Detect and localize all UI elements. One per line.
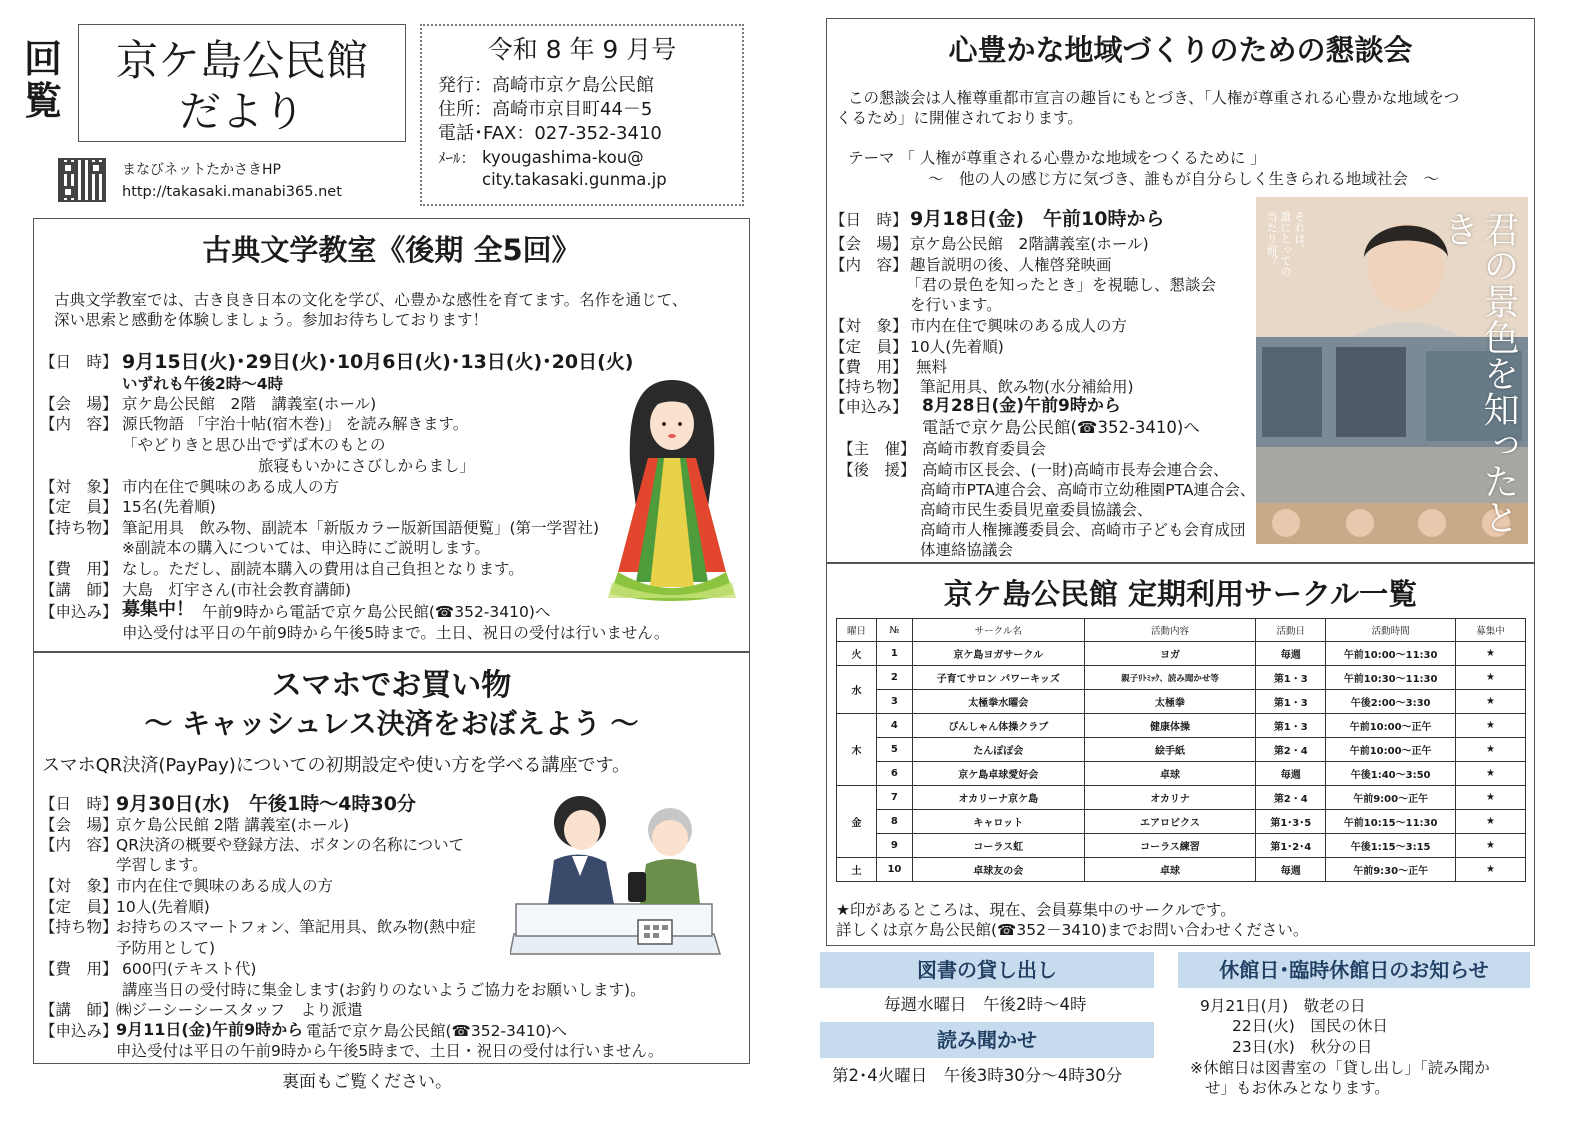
read-aloud-header: 読み聞かせ: [820, 1022, 1154, 1058]
cell-recruiting: ★: [1456, 762, 1526, 786]
cell-when: 第2・4: [1256, 786, 1326, 810]
koten-content-value: 源氏物語 「宇治十帖(宿木巻)」 を読み解きます。: [122, 415, 469, 433]
hp-url[interactable]: http://takasaki.manabi365.net: [122, 184, 342, 200]
library-lend-header: 図書の貸し出し: [820, 952, 1154, 988]
cell-content: 健康体操: [1084, 714, 1256, 738]
cell-recruiting: ★: [1456, 714, 1526, 738]
koten-intro1: 古典文学教室では、古き良き日本の文化を学び、心豊かな感性を育てます。名作を通じて、: [54, 291, 688, 309]
koten-content-key: 【内 容】: [40, 415, 118, 433]
table-row: [837, 762, 1526, 786]
hp-label: まなびネットたかさきHP: [122, 162, 281, 178]
kairan-bottom: 覧: [24, 79, 63, 123]
cell-no: 7: [876, 786, 912, 810]
cell-time: 午後2:00～3:30: [1326, 690, 1456, 714]
mail-line1: kyougashima-kou@: [482, 148, 644, 167]
koten-poem-line1: 「やどりきと思ひ出でずば木のもとの: [122, 436, 386, 454]
cell-name: 京ケ島卓球愛好会: [912, 762, 1084, 786]
col-name: サークル名: [912, 619, 1084, 642]
kondan-content-value: 趣旨説明の後、人権啓発映画: [910, 256, 1112, 274]
koten-teacher-value: 大島 灯宇さん(市社会教育講師): [122, 581, 352, 599]
cell-when: 第1・3: [1256, 666, 1326, 690]
table-row: [837, 810, 1526, 834]
cell-no: 10: [876, 858, 912, 882]
kondan-date-value: 9月18日(金) 午前10時から: [910, 208, 1165, 230]
cell-content: 太極拳: [1084, 690, 1256, 714]
koten-apply-bold: 募集中！: [122, 599, 194, 620]
kondan-target-key: 【対 象】: [830, 317, 908, 335]
kairan-top: 回: [24, 37, 63, 81]
cell-day: 火: [837, 642, 877, 666]
library-lend-text: 毎週水曜日 午後2時～4時: [884, 995, 1087, 1014]
cell-when: 毎週: [1256, 858, 1326, 882]
circles-title: 京ケ島公民館 定期利用サークル一覧: [943, 577, 1418, 611]
cell-name: ぴんしゃん体操クラブ: [912, 714, 1084, 738]
back-page-note: 裏面もご覧ください。: [282, 1072, 452, 1092]
kondan-intro1: この懇談会は人権尊重都市宣言の趣旨にもとづき、「人権が尊重される心豊かな地域をつ: [848, 89, 1460, 107]
smaho-title-line2: ～ キャッシュレス決済をおぼえよう ～: [144, 707, 639, 740]
cell-time: 午後1:40～3:50: [1326, 762, 1456, 786]
cell-time: 午前10:30～11:30: [1326, 666, 1456, 690]
koten-capacity-key: 【定 員】: [40, 498, 118, 516]
smaho-title-line1: スマホでお買い物: [271, 668, 512, 703]
col-when: 活動日: [1256, 619, 1326, 642]
kondan-content-value2: 「君の景色を知ったとき」を視聴し、懇談会: [906, 276, 1217, 294]
col-recruiting: 募集中: [1456, 619, 1526, 642]
qr-code-icon: [58, 158, 106, 202]
cell-time: 午前10:00～正午: [1326, 714, 1456, 738]
kondan-target-value: 市内在住で興味のある成人の方: [910, 317, 1128, 335]
koten-target-value: 市内在住で興味のある成人の方: [122, 478, 340, 496]
table-row: [837, 858, 1526, 882]
table-row: [837, 714, 1526, 738]
smaho-fee-note: 講座当日の受付時に集金します(お釣りのないようご協力をお願いします)。: [122, 981, 646, 999]
kondan-support-value3: 高崎市民生委員児童委員協議会、: [920, 501, 1153, 519]
cell-content: ヨガ: [1084, 642, 1256, 666]
smaho-date-value: 9月30日(水) 午後1時～4時30分: [116, 793, 416, 815]
poster-tagline: [1264, 211, 1306, 277]
poster-tagline-2: 誰にとっての: [1279, 211, 1292, 277]
cell-time: 午前10:00～正午: [1326, 738, 1456, 762]
cell-time: 午前10:15～11:30: [1326, 810, 1456, 834]
smaho-bring-key: 【持ち物】: [40, 918, 118, 936]
koten-place-value: 京ケ島公民館 2階 講義室(ホール): [122, 395, 377, 413]
kondan-date-key: 【日 時】: [830, 211, 908, 229]
smaho-intro: スマホQR決済(PayPay)についての初期設定や使い方を学べる講座です。: [42, 755, 631, 776]
koten-intro2: 深い思索と感動を体験しましょう。参加お待ちしております！: [54, 311, 489, 329]
smaho-content-value2: 学習します。: [116, 856, 208, 874]
koten-teacher-key: 【講 師】: [40, 581, 118, 599]
smaho-target-key: 【対 象】: [40, 877, 118, 895]
film-poster: [1256, 197, 1528, 544]
circles-note2: 詳しくは京ケ島公民館(☎352－3410)までお問い合わせください。: [836, 921, 1309, 939]
koten-bring-note: ※副読本の購入については、申込時にご説明します。: [122, 539, 490, 557]
cell-day: 金: [837, 786, 877, 858]
cell-when: 第1・3: [1256, 714, 1326, 738]
mail-line2: city.takasaki.gunma.jp: [482, 170, 667, 189]
cell-name: キャロット: [912, 810, 1084, 834]
publisher-box: [420, 24, 744, 206]
poster-tagline-3: 当たり前？: [1265, 211, 1278, 266]
table-row: [837, 834, 1526, 858]
smaho-capacity-value: 10人(先着順): [116, 898, 210, 916]
kondan-support-value5: 体連絡協議会: [920, 541, 1014, 559]
kondan-capacity-value: 10人(先着順): [910, 338, 1004, 356]
kondan-place-key: 【会 場】: [830, 235, 908, 253]
cell-content: 卓球: [1084, 858, 1256, 882]
cell-when: 第1・3: [1256, 690, 1326, 714]
koten-date-value2: いずれも午後2時～4時: [122, 375, 284, 393]
circles-table: [836, 618, 1526, 882]
smaho-bring-value: お持ちのスマートフォン、筆記用具、飲み物(熱中症: [116, 918, 476, 936]
cell-recruiting: ★: [1456, 834, 1526, 858]
cell-name: 卓球友の会: [912, 858, 1084, 882]
issue-date: 令和 8 年 9 月号: [487, 35, 677, 64]
kondan-apply-value: 8月28日(金)午前9時から: [922, 396, 1121, 416]
cell-recruiting: ★: [1456, 642, 1526, 666]
closed-day-1: 9月21日(月) 敬老の日: [1200, 997, 1366, 1015]
cell-recruiting: ★: [1456, 786, 1526, 810]
kondan-theme2: ～ 他の人の感じ方に気づき、誰もが自分らしく生きられる地域社会 ～: [928, 170, 1439, 188]
cell-when: 第1･2･4: [1256, 834, 1326, 858]
cell-no: 5: [876, 738, 912, 762]
cell-when: 毎週: [1256, 762, 1326, 786]
smaho-target-value: 市内在住で興味のある成人の方: [116, 877, 334, 895]
poster-tagline-1: それは、: [1293, 211, 1306, 255]
table-row: [837, 642, 1526, 666]
cell-time: 午後1:15～3:15: [1326, 834, 1456, 858]
koten-fee-value: なし。ただし、副読本購入の費用は自己負担となります。: [122, 560, 524, 578]
cell-name: オカリーナ京ケ島: [912, 786, 1084, 810]
circles-note1: ★印があるところは、現在、会員募集中のサークルです。: [836, 901, 1236, 919]
koten-fee-key: 【費 用】: [40, 560, 118, 578]
phone: 電話･FAX：027-352-3410: [438, 123, 662, 144]
smaho-apply-note: 申込受付は平日の午前9時から午後5時まで、土日・祝日の受付は行いません。: [116, 1042, 664, 1060]
cell-time: 午前9:30～正午: [1326, 858, 1456, 882]
koten-capacity-value: 15名(先着順): [122, 498, 216, 516]
smaho-fee-key: 【費 用】: [40, 960, 118, 978]
cell-day: 木: [837, 714, 877, 786]
koten-bring-value: 筆記用具 飲み物、副読本「新版カラー版新国語便覧」(第一学習社): [122, 519, 600, 537]
smaho-capacity-key: 【定 員】: [40, 898, 118, 916]
koten-bring-key: 【持ち物】: [40, 519, 118, 537]
poster-title: 君の景色を知ったとき: [1438, 211, 1519, 535]
koten-apply-key: 【申込み】: [40, 603, 118, 621]
cell-no: 3: [876, 690, 912, 714]
cell-time: 午前10:00～11:30: [1326, 642, 1456, 666]
kondan-intro2: くるため」に開催されております。: [836, 109, 1083, 127]
kondan-place-value: 京ケ島公民館 2階講義室(ホール): [910, 235, 1149, 253]
koten-poem-line2: 旅寝もいかにさびしからまし」: [258, 457, 476, 475]
closed-day-3: 23日(水) 秋分の日: [1232, 1038, 1373, 1056]
kondan-apply-key: 【申込み】: [830, 398, 908, 416]
koten-apply-note: 申込受付は平日の午前9時から午後5時まで。土日、祝日の受付は行いません。: [122, 624, 670, 642]
publisher: 発行：高崎市京ケ島公民館: [438, 75, 654, 96]
mail-label: ﾒｰﾙ：: [438, 149, 476, 167]
smaho-date-key: 【日 時】: [40, 795, 118, 813]
cell-time: 午前9:00～正午: [1326, 786, 1456, 810]
closed-days-header: 休館日･臨時休館日のお知らせ: [1178, 952, 1530, 988]
cell-when: 毎週: [1256, 642, 1326, 666]
cell-when: 第2・4: [1256, 738, 1326, 762]
address: 住所：高崎市京目町44－5: [438, 99, 653, 120]
koten-target-key: 【対 象】: [40, 478, 118, 496]
cell-day: 水: [837, 666, 877, 714]
closed-day-2: 22日(火) 国民の休日: [1232, 1017, 1388, 1035]
table-row: [837, 786, 1526, 810]
kondan-content-value3: を行います。: [910, 296, 1002, 314]
kondan-host-value: 高崎市教育委員会: [922, 440, 1047, 458]
col-day: 曜日: [837, 619, 877, 642]
table-header-row: [837, 619, 1526, 642]
cell-recruiting: ★: [1456, 858, 1526, 882]
cell-day: 土: [837, 858, 877, 882]
kondan-support-key: 【後 援】: [838, 461, 916, 479]
smartphone-lesson-illustration: [510, 784, 726, 964]
kondan-host-key: 【主 催】: [838, 440, 916, 458]
kondan-content-key: 【内 容】: [830, 256, 908, 274]
cell-name: たんぽぽ会: [912, 738, 1084, 762]
cell-recruiting: ★: [1456, 738, 1526, 762]
smaho-fee-value: 600円(テキスト代): [122, 960, 257, 978]
kondan-support-value1: 高崎市区長会、(一財)高崎市長寿会連合会、: [922, 461, 1229, 479]
newsletter-title-line1: 京ケ島公民館: [115, 36, 368, 85]
smaho-teacher-value: ㈱ジーシーシースタッフ より派遣: [116, 1001, 363, 1019]
kondan-theme1: テーマ 「 人権が尊重される心豊かな地域をつくるために 」: [848, 149, 1266, 167]
cell-content: オカリナ: [1084, 786, 1256, 810]
cell-content: 卓球: [1084, 762, 1256, 786]
table-row: [837, 690, 1526, 714]
cell-name: コーラス虹: [912, 834, 1084, 858]
cell-no: 8: [876, 810, 912, 834]
kondan-capacity-key: 【定 員】: [830, 338, 908, 356]
cell-no: 4: [876, 714, 912, 738]
cell-no: 6: [876, 762, 912, 786]
smaho-apply-key: 【申込み】: [40, 1022, 118, 1040]
smaho-apply-value: 9月11日(金)午前9時から: [116, 1020, 304, 1039]
cell-content: 親子ﾘﾄﾐｯｸ、読み聞かせ等: [1084, 666, 1256, 690]
cell-recruiting: ★: [1456, 810, 1526, 834]
kondan-title: 心豊かな地域づくりのための懇談会: [948, 33, 1413, 67]
cell-no: 1: [876, 642, 912, 666]
smaho-place-value: 京ケ島公民館 2階 講義室(ホール): [116, 816, 350, 834]
kondan-bring-key: 【持ち物】: [830, 378, 908, 396]
kondan-apply-value2: 電話で京ケ島公民館(☎352-3410)へ: [922, 418, 1200, 437]
kondan-fee-value: 無料: [916, 358, 948, 376]
cell-no: 2: [876, 666, 912, 690]
cell-name: 京ケ島ヨガサークル: [912, 642, 1084, 666]
kairan-stamp: [24, 38, 70, 122]
smaho-teacher-key: 【講 師】: [40, 1001, 118, 1019]
cell-recruiting: ★: [1456, 690, 1526, 714]
table-row: [837, 738, 1526, 762]
koten-title: 古典文学教室《後期 全5回》: [202, 233, 581, 267]
cell-when: 第1･3･5: [1256, 810, 1326, 834]
smaho-apply-value-rest: 電話で京ケ島公民館(☎352-3410)へ: [306, 1022, 568, 1040]
col-content: 活動内容: [1084, 619, 1256, 642]
kondan-support-value2: 高崎市PTA連合会、高崎市立幼稚園PTA連合会、: [920, 481, 1256, 499]
closed-note2: せ」もお休みとなります。: [1205, 1079, 1390, 1097]
newsletter-title-box: [78, 24, 406, 142]
kondan-bring-value: 筆記用具、飲み物(水分補給用): [920, 378, 1134, 396]
cell-content: コーラス練習: [1084, 834, 1256, 858]
koten-date-value: 9月15日(火)･29日(火)･10月6日(火)･13日(火)･20日(火): [122, 351, 634, 373]
koten-date-key: 【日 時】: [40, 353, 118, 371]
smaho-bring-value2: 予防用として): [116, 939, 216, 957]
col-time: 活動時間: [1326, 619, 1456, 642]
closed-note1: ※休館日は図書室の「貸し出し」「読み聞か: [1190, 1059, 1490, 1077]
heian-lady-illustration: [598, 372, 746, 602]
read-aloud-text: 第2･4火曜日 午後3時30分～4時30分: [832, 1066, 1123, 1085]
table-row: [837, 666, 1526, 690]
newsletter-title-line2: だより: [178, 87, 305, 136]
cell-content: エアロビクス: [1084, 810, 1256, 834]
smaho-content-value: QR決済の概要や登録方法、ボタンの名称について: [116, 836, 465, 854]
smaho-place-key: 【会 場】: [40, 816, 118, 834]
cell-recruiting: ★: [1456, 666, 1526, 690]
kondan-fee-key: 【費 用】: [830, 358, 908, 376]
kondan-support-value4: 高崎市人権擁護委員会、高崎市子ども会育成団: [920, 521, 1246, 539]
smaho-content-key: 【内 容】: [40, 836, 118, 854]
col-no: №: [876, 619, 912, 642]
cell-name: 太極拳水曜会: [912, 690, 1084, 714]
cell-name: 子育てサロン パワーキッズ: [912, 666, 1084, 690]
cell-no: 9: [876, 834, 912, 858]
koten-place-key: 【会 場】: [40, 395, 118, 413]
koten-apply-value: 午前9時から電話で京ケ島公民館(☎352-3410)へ: [202, 603, 551, 621]
cell-content: 絵手紙: [1084, 738, 1256, 762]
